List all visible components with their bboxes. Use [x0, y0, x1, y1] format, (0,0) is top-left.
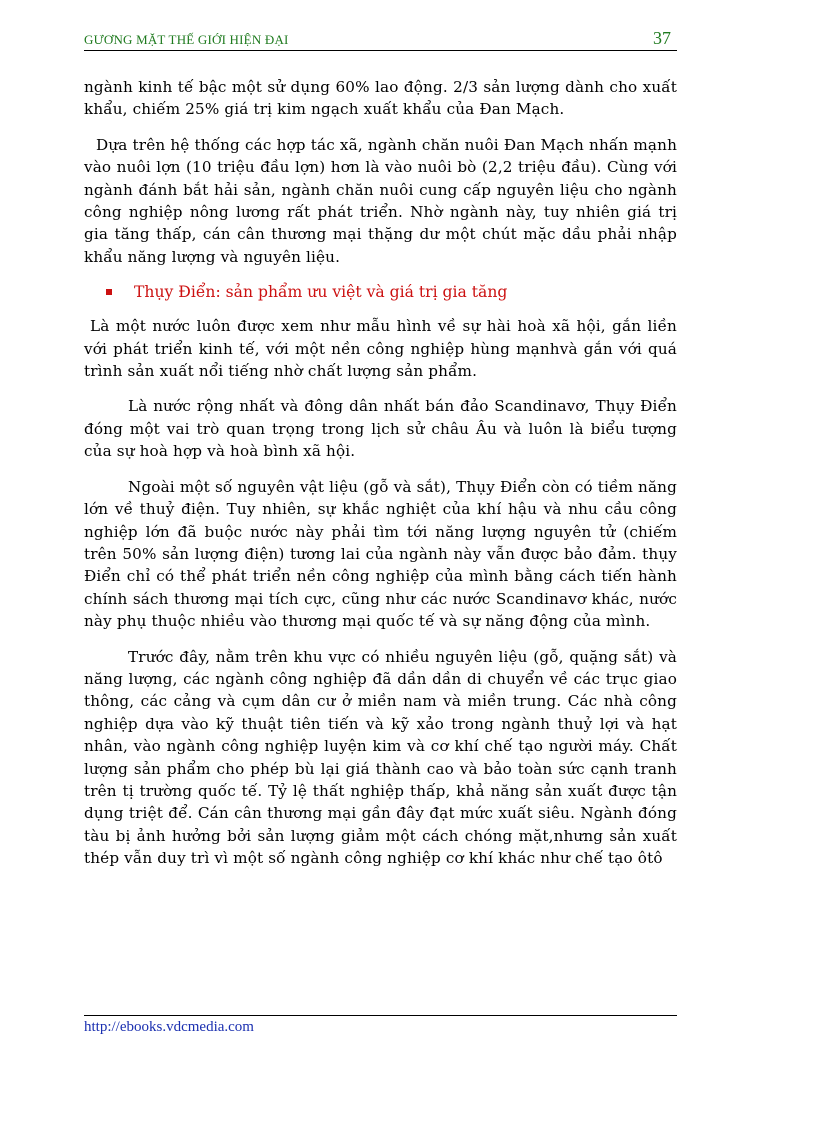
- footer-link[interactable]: http://ebooks.vdcmedia.com: [84, 1019, 254, 1035]
- page-content: [84, 76, 677, 883]
- paragraph-1: ngành kinh tế bậc một sử dụng 60% lao động. 2/3 sản lượng dành cho xuất khẩu, chiếm 25% giá trị kim ngạch xuất khẩu của Đan Mạch.: [84, 78, 677, 119]
- section-heading: [84, 281, 677, 303]
- running-title: GƯƠNG MẶT THẾ GIỚI HIỆN ĐẠI: [84, 32, 289, 47]
- page-footer: [84, 1015, 677, 1035]
- bullet-square-icon: [106, 289, 112, 295]
- page-header: [84, 28, 677, 51]
- page-number: 37: [653, 28, 671, 48]
- paragraph-2: Dựa trên hệ thống các hợp tác xã, ngành chăn nuôi Đan Mạch nhấn mạnh vào nuôi lợn (10 triệu đầu lợn) hơn là vào nuôi bò (2,2 triệu đầu). Cùng với ngành đánh bắt hải sản, ngành chăn nuôi cung cấp nguyên liệu cho ngành công nghiệp nông lương rất phát triển. Nhờ ngành này, tuy nhiên giá trị gia tăng thấp, cán cân thương mại thặng dư một chút mặc dầu phải nhập khẩu năng lượng và nguyên liệu.: [84, 135, 677, 266]
- section-heading-text: Thụy Điển: sản phẩm ưu việt và giá trị gia tăng: [134, 283, 508, 302]
- paragraph-3: Là một nước luôn được xem như mẫu hình về sự hài hoà xã hội, gắn liền với phát triển kinh tế, với một nền công nghiệp hùng mạnhvà gắn với quá trình sản xuất nổi tiếng nhờ chất lượng sản phẩm.: [84, 317, 677, 381]
- paragraph-4: Là nước rộng nhất và đông dân nhất bán đảo Scandinavơ, Thụy Điển đóng một vai trò quan trọng trong lịch sử châu Âu và luôn là biểu tượng của sự hoà hợp và hoà bình xã hội.: [84, 397, 677, 461]
- paragraph-6: Trước đây, nằm trên khu vực có nhiều nguyên liệu (gỗ, quặng sắt) và năng lượng, các ngành công nghiệp đã dần dần di chuyển về các trục giao thông, các cảng và cụm dân cư ở miền nam và miền trung. Các nhà công nghiệp dựa vào kỹ thuật tiên tiến và kỹ xảo trong ngành thuỷ lợi và hạt nhân, vào ngành công nghiệp luyện kim và cơ khí chế tạo người máy. Chất lượng sản phẩm cho phép bù lại giá thành cao và bảo toàn sức cạnh tranh trên tị trường quốc tế. Tỷ lệ thất nghiệp thấp, khả năng sản xuất được tận dụng triệt để. Cán cân thương mại gần đây đạt mức xuất siêu. Ngành đóng tàu bị ảnh hưởng bởi sản lượng giảm một cách chóng mặt,nhưng sản xuất thép vẫn duy trì vì một số ngành công nghiệp cơ khí khác như chế tạo ôtô: [84, 647, 677, 868]
- paragraph-5: Ngoài một số nguyên vật liệu (gỗ và sắt), Thụy Điển còn có tiềm năng lớn về thuỷ điện. Tuy nhiên, sự khắc nghiệt của khí hậu và nhu cầu công nghiệp lớn đã buộc nước này phải tìm tới năng lượng nguyên tử (chiếm trên 50% sản lượng điện) tương lai của ngành này vẫn được bảo đảm. thụy Điển chỉ có thể phát triển nền công nghiệp của mình bằng cách tiến hành chính sách thương mại tích cực, cũng như các nước Scandinavơ khác, nước này phụ thuộc nhiều vào thương mại quốc tế và sự năng động của mình.: [84, 477, 677, 631]
- document-page: [84, 0, 677, 1123]
